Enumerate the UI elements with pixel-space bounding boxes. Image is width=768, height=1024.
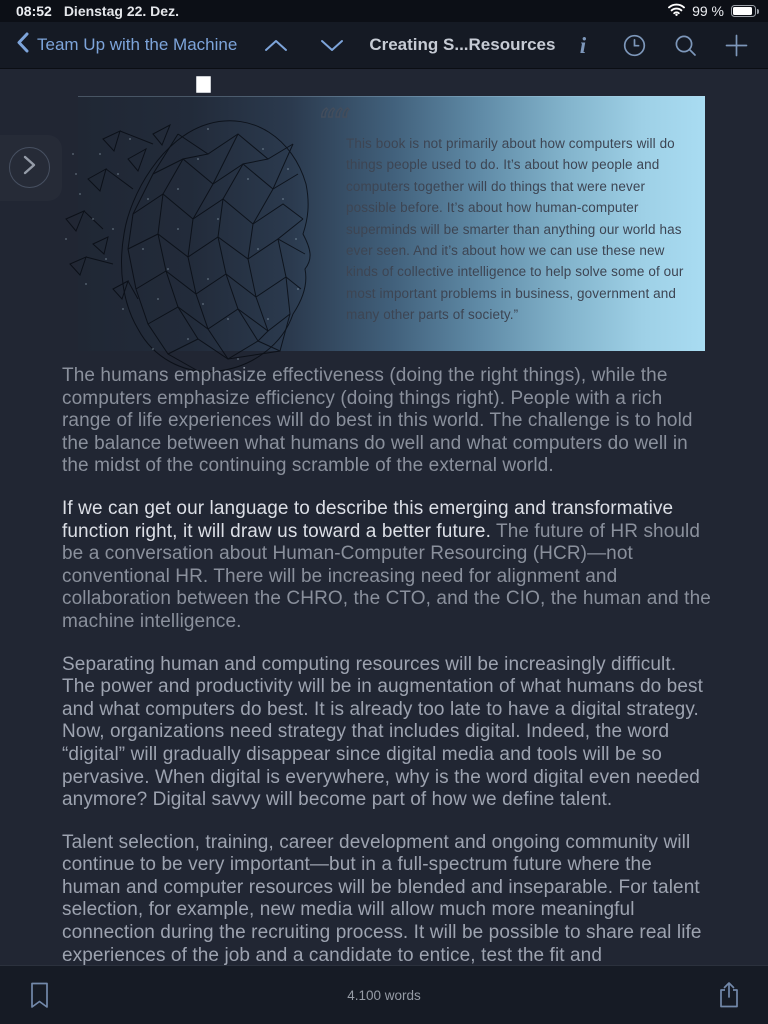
- bottom-toolbar: [0, 965, 768, 1024]
- paragraph-2-rest: The future of HR should be a conversation about Human-Computer Resourcing (HCR)—not conventional HR. There will be increasing need for alignment and collaboration between the CHRO, the CTO, and the CIO, the human and the machine intelligence.: [62, 520, 711, 632]
- search-icon[interactable]: [673, 31, 697, 59]
- sheet-navigation: [261, 30, 347, 60]
- wifi-icon: [668, 3, 685, 19]
- paragraph-1: The humans emphasize effectiveness (doing the right things), while the computers emphasize efficiency (doing things right). People with a rich range of life experiences will do best in this world. The challenge is to hold the balance between what humans do well and what computers do well in the midst of the continuing scramble of the external world.: [62, 365, 693, 477]
- status-right: [668, 3, 756, 19]
- chevron-right-icon: [22, 155, 37, 180]
- paragraph-3: Separating human and computing resources will be increasingly difficult. The power and productivity will be in augmentation of what humans do best and what computers do best. It is already too late to have a digital strategy. Now, organizations need strategy that includes digital. Indeed, the word “digital” will gradually disappear since digital media and tools will be so pervasive. When digital is everywhere, why is the word digital even needed anymore? Digital savvy will become part of how we define talent.: [62, 653, 703, 811]
- clock-icon[interactable]: [622, 31, 646, 59]
- paragraph-2: [62, 498, 712, 634]
- nav-toolbar: [571, 31, 748, 59]
- status-bar: [0, 0, 768, 22]
- next-sheet-button[interactable]: [317, 30, 347, 60]
- battery-percent: 99 %: [692, 3, 724, 19]
- navigation-bar: [0, 22, 768, 68]
- status-date: Dienstag 22. Dez.: [63, 3, 179, 19]
- status-left: [16, 3, 179, 19]
- back-button[interactable]: [16, 32, 237, 58]
- battery-icon: [731, 5, 756, 17]
- body-text: [62, 365, 712, 965]
- open-sidebar-button[interactable]: [9, 147, 50, 188]
- quote-text: This book is not primarily about how computers will do things people used to do. It’s about how people and computers together will do things that were never possible before. It’s about how human-computer superminds will be smarter than anything our world has ever seen. And it’s about how we can use these new kinds of collective intelligence to help solve some of our most important problems in business, government and many other parts of society.”: [346, 136, 684, 323]
- paragraph-2-marked-sentence: If we can get our language to describe this emerging and transformative function right, it will draw us toward a better future.: [62, 497, 674, 542]
- back-label: Team Up with the Machine: [37, 35, 238, 54]
- paragraph-4: Talent selection, training, career development and ongoing community will continue to be very important—but in a full-spectrum future where the human and computer resources will be blended and inseparable. For talent selection, for example, new media will allow much more meaningful connection during the recruiting process. It will be possible to share real life experiences of the job and a candidate to entice, test the fit and: [62, 831, 702, 965]
- plus-icon[interactable]: [724, 31, 748, 59]
- quotation-marks-icon: ““: [318, 103, 347, 144]
- editor-content[interactable]: [0, 68, 768, 965]
- quote-image[interactable]: [78, 96, 705, 351]
- attachment-checkbox[interactable]: [196, 76, 211, 93]
- info-icon[interactable]: i: [579, 32, 587, 58]
- status-time: 08:52: [16, 3, 52, 19]
- previous-sheet-button[interactable]: [261, 30, 291, 60]
- sheet-title: Creating S...Resources: [369, 35, 556, 54]
- bookmark-icon[interactable]: [26, 980, 52, 1010]
- share-icon[interactable]: [716, 980, 742, 1010]
- back-chevron-icon: [16, 32, 29, 58]
- word-count: 4.100 words: [347, 987, 421, 1003]
